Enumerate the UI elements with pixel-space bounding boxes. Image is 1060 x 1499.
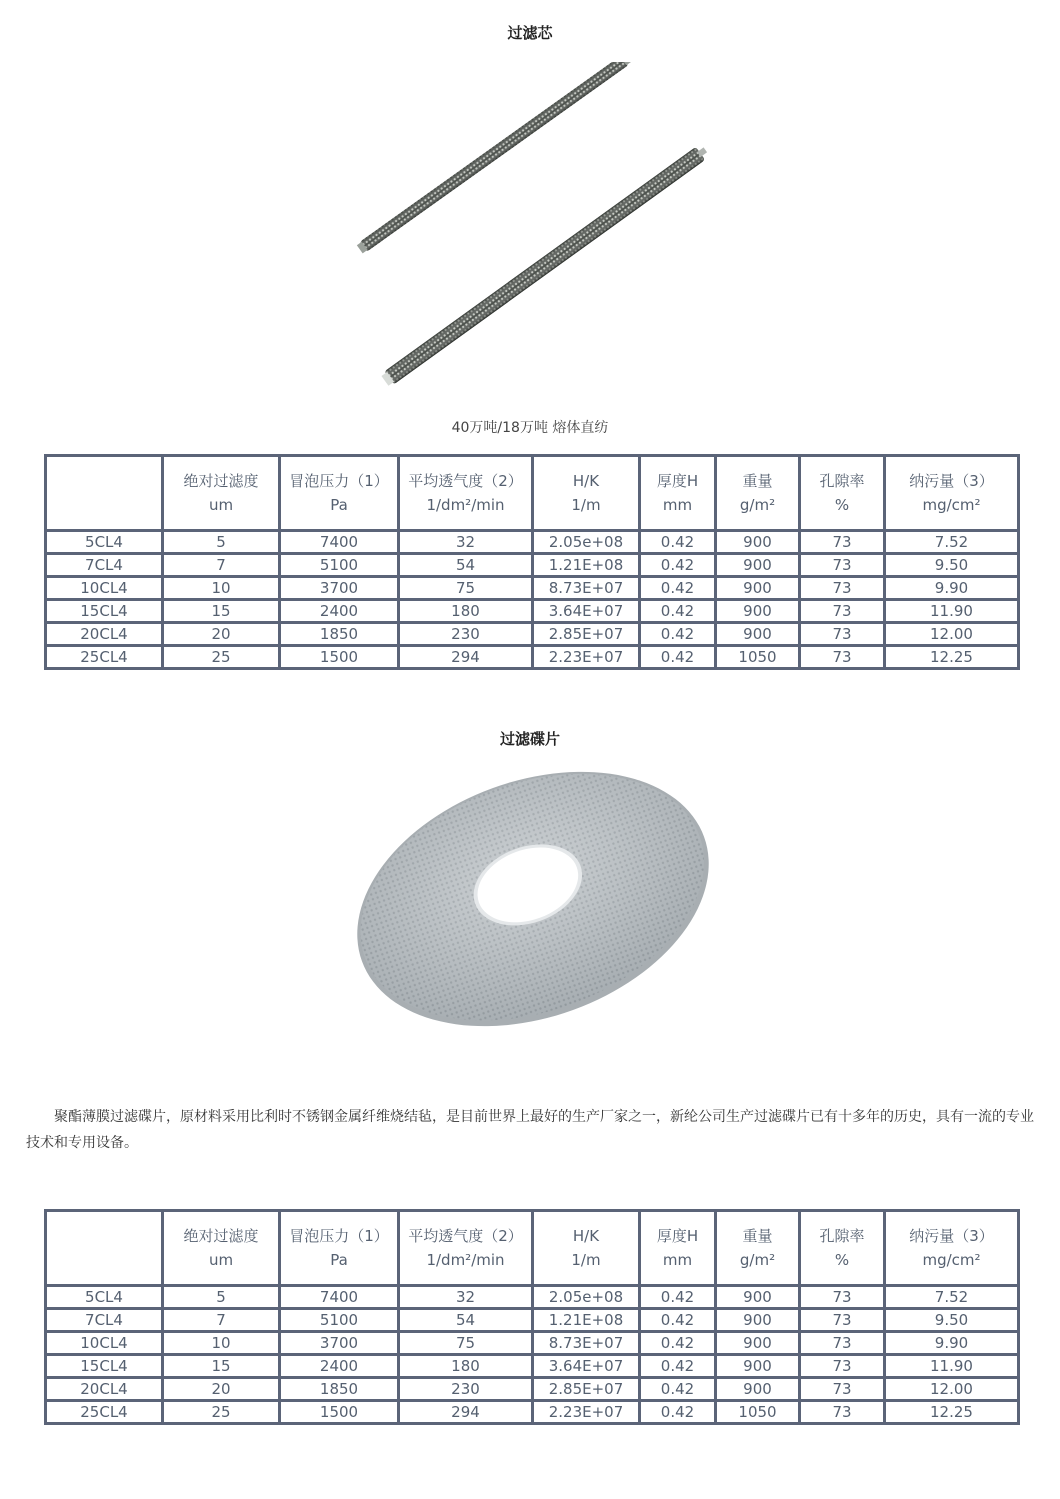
cell: 10: [163, 1332, 280, 1355]
cell-model: 20CL4: [46, 1378, 163, 1401]
cell: 900: [716, 600, 800, 623]
cell: 7: [163, 1309, 280, 1332]
section-title-filter-cartridge: 过滤芯: [507, 24, 553, 42]
header-cell-thickness: 厚度H mm: [640, 1211, 716, 1286]
cell: 0.42: [640, 1401, 716, 1424]
header-cell-permeability: 平均透气度（2） 1/dm²/min: [399, 1211, 533, 1286]
cell-model: 15CL4: [46, 1355, 163, 1378]
cell: 73: [800, 554, 885, 577]
cell: 294: [399, 646, 533, 669]
cell: 3700: [280, 577, 399, 600]
cell: 15: [163, 600, 280, 623]
filter-disc-description: 聚酯薄膜过滤碟片，原材料采用比利时不锈钢金属纤维烧结毡，是目前世界上最好的生产厂家之一，新纶公司生产过滤碟片已有十多年的历史，具有一流的专业技术和专用设备。: [26, 1109, 1034, 1151]
cell: 1850: [280, 1378, 399, 1401]
header-cell-porosity: 孔隙率 %: [800, 1211, 885, 1286]
cell: 8.73E+07: [533, 1332, 640, 1355]
cell-model: 25CL4: [46, 1401, 163, 1424]
cell: 2.23E+07: [533, 1401, 640, 1424]
filter-disc-image: [355, 762, 715, 1037]
table-header-row: [46, 1211, 1019, 1286]
spec-table-cartridge: [44, 454, 1020, 670]
cell: 11.90: [885, 600, 1019, 623]
cell: 1.21E+08: [533, 554, 640, 577]
cell: 9.50: [885, 554, 1019, 577]
cell-model: 5CL4: [46, 1286, 163, 1309]
table-row: [46, 1355, 1019, 1378]
table-header-row: [46, 456, 1019, 531]
section-title-filter-disc: 过滤碟片: [499, 730, 560, 748]
cell-model: 10CL4: [46, 577, 163, 600]
cell: 54: [399, 1309, 533, 1332]
table-row: [46, 1332, 1019, 1355]
cell: 2.05e+08: [533, 1286, 640, 1309]
cell: 73: [800, 531, 885, 554]
header-cell-blank: [46, 1211, 163, 1286]
cell: 900: [716, 1309, 800, 1332]
cell: 8.73E+07: [533, 577, 640, 600]
header-cell-weight: 重量 g/m²: [716, 456, 800, 531]
cell: 75: [399, 1332, 533, 1355]
cell: 180: [399, 1355, 533, 1378]
cell: 15: [163, 1355, 280, 1378]
table-row: [46, 646, 1019, 669]
header-cell-hk: H/K 1/m: [533, 456, 640, 531]
cell: 900: [716, 1378, 800, 1401]
cell: 900: [716, 1286, 800, 1309]
cell: 2400: [280, 1355, 399, 1378]
cell-model: 25CL4: [46, 646, 163, 669]
table-row: [46, 600, 1019, 623]
cell: 0.42: [640, 577, 716, 600]
cell: 73: [800, 1332, 885, 1355]
cell: 2.85E+07: [533, 623, 640, 646]
cell: 7.52: [885, 531, 1019, 554]
cell: 180: [399, 600, 533, 623]
header-cell-filtration: 绝对过滤度 um: [163, 456, 280, 531]
table-row: [46, 1309, 1019, 1332]
cell: 9.90: [885, 1332, 1019, 1355]
cell: 0.42: [640, 1378, 716, 1401]
cell: 73: [800, 1378, 885, 1401]
table-row: [46, 554, 1019, 577]
cell: 73: [800, 1286, 885, 1309]
cell: 5100: [280, 554, 399, 577]
table-row: [46, 1378, 1019, 1401]
table-row: [46, 577, 1019, 600]
cell: 11.90: [885, 1355, 1019, 1378]
cell: 0.42: [640, 623, 716, 646]
cell: 73: [800, 646, 885, 669]
cell: 1500: [280, 1401, 399, 1424]
cell: 5100: [280, 1309, 399, 1332]
cell: 25: [163, 646, 280, 669]
cell: 900: [716, 1332, 800, 1355]
cell: 7400: [280, 1286, 399, 1309]
cell: 900: [716, 1355, 800, 1378]
cell: 73: [800, 623, 885, 646]
header-cell-dirt-capacity: 纳污量（3） mg/cm²: [885, 1211, 1019, 1286]
header-cell-weight: 重量 g/m²: [716, 1211, 800, 1286]
header-cell-bubble-pressure: 冒泡压力（1） Pa: [280, 1211, 399, 1286]
header-cell-filtration: 绝对过滤度 um: [163, 1211, 280, 1286]
header-cell-blank: [46, 456, 163, 531]
cell: 2400: [280, 600, 399, 623]
cell: 10: [163, 577, 280, 600]
cell: 12.00: [885, 623, 1019, 646]
filter-cartridge-image: [355, 62, 715, 392]
cell: 3700: [280, 1332, 399, 1355]
cell-model: 7CL4: [46, 1309, 163, 1332]
cell: 54: [399, 554, 533, 577]
cell: 3.64E+07: [533, 1355, 640, 1378]
cell: 0.42: [640, 554, 716, 577]
header-cell-dirt-capacity: 纳污量（3） mg/cm²: [885, 456, 1019, 531]
cell: 5: [163, 531, 280, 554]
cell: 1850: [280, 623, 399, 646]
cell: 25: [163, 1401, 280, 1424]
cell: 32: [399, 531, 533, 554]
cell-model: 15CL4: [46, 600, 163, 623]
cell: 0.42: [640, 531, 716, 554]
cell-model: 5CL4: [46, 531, 163, 554]
header-cell-porosity: 孔隙率 %: [800, 456, 885, 531]
cell: 0.42: [640, 600, 716, 623]
spec-table-disc: [44, 1209, 1020, 1425]
cell: 7.52: [885, 1286, 1019, 1309]
header-cell-bubble-pressure: 冒泡压力（1） Pa: [280, 456, 399, 531]
cell: 73: [800, 577, 885, 600]
cell: 5: [163, 1286, 280, 1309]
table-row: [46, 531, 1019, 554]
cell: 2.85E+07: [533, 1378, 640, 1401]
header-cell-thickness: 厚度H mm: [640, 456, 716, 531]
cell: 0.42: [640, 1309, 716, 1332]
cell: 900: [716, 554, 800, 577]
cell: 73: [800, 1309, 885, 1332]
cell: 900: [716, 531, 800, 554]
cell: 2.23E+07: [533, 646, 640, 669]
cell: 73: [800, 600, 885, 623]
cell: 3.64E+07: [533, 600, 640, 623]
cell: 75: [399, 577, 533, 600]
table-row: [46, 1401, 1019, 1424]
cell: 0.42: [640, 646, 716, 669]
header-cell-permeability: 平均透气度（2） 1/dm²/min: [399, 456, 533, 531]
header-cell-hk: H/K 1/m: [533, 1211, 640, 1286]
table-row: [46, 623, 1019, 646]
caption-production-capacity: 40万吨/18万吨 熔体直纺: [451, 420, 609, 436]
cell-model: 7CL4: [46, 554, 163, 577]
cell: 73: [800, 1401, 885, 1424]
cell-model: 20CL4: [46, 623, 163, 646]
cell: 7: [163, 554, 280, 577]
cell: 0.42: [640, 1332, 716, 1355]
cell: 73: [800, 1355, 885, 1378]
cell-model: 10CL4: [46, 1332, 163, 1355]
cell: 294: [399, 1401, 533, 1424]
cell: 20: [163, 623, 280, 646]
cell: 1500: [280, 646, 399, 669]
cell: 0.42: [640, 1286, 716, 1309]
cell: 1050: [716, 1401, 800, 1424]
cell: 9.90: [885, 577, 1019, 600]
cell: 12.25: [885, 1401, 1019, 1424]
cell: 2.05e+08: [533, 531, 640, 554]
cell: 900: [716, 623, 800, 646]
cell: 1050: [716, 646, 800, 669]
cell: 0.42: [640, 1355, 716, 1378]
cell: 20: [163, 1378, 280, 1401]
table-row: [46, 1286, 1019, 1309]
cell: 230: [399, 623, 533, 646]
cell: 9.50: [885, 1309, 1019, 1332]
cell: 7400: [280, 531, 399, 554]
cell: 12.00: [885, 1378, 1019, 1401]
cell: 230: [399, 1378, 533, 1401]
cell: 1.21E+08: [533, 1309, 640, 1332]
cell: 32: [399, 1286, 533, 1309]
cell: 900: [716, 577, 800, 600]
cell: 12.25: [885, 646, 1019, 669]
